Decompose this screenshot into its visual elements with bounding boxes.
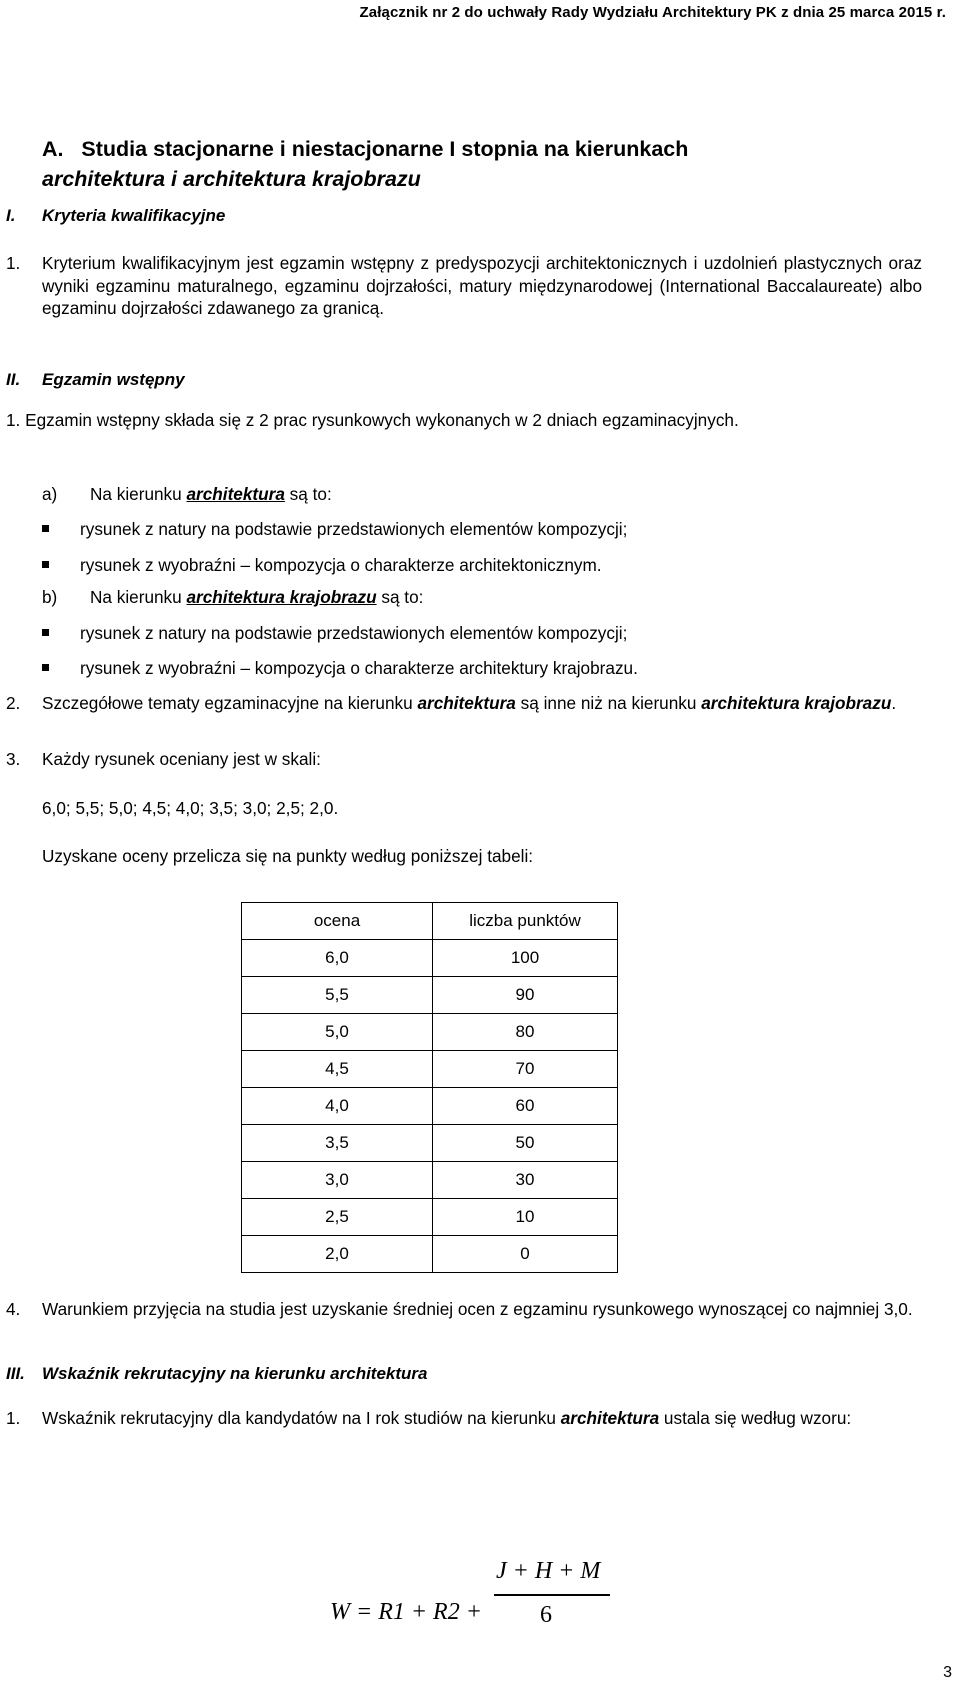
table-row: [242, 940, 618, 977]
grade-cell: 4,5: [242, 1051, 433, 1088]
bullet-text: rysunek z wyobraźni – kompozycja o charakterze architektury krajobrazu.: [80, 658, 638, 678]
square-bullet-icon: [42, 561, 49, 568]
formula-lhs: W = R1 + R2 +: [330, 1599, 482, 1625]
grade-cell: 3,0: [242, 1162, 433, 1199]
heading-text: Wskaźnik rekrutacyjny na kierunku architektura: [42, 1364, 428, 1383]
column-header-grade: ocena: [242, 903, 433, 940]
column-header-points: liczba punktów: [433, 903, 618, 940]
paragraph-criterion: [6, 252, 922, 320]
square-bullet-icon: [42, 525, 49, 532]
table-row: [242, 1236, 618, 1273]
grade-scale: 6,0; 5,5; 5,0; 4,5; 4,0; 3,5; 3,0; 2,5; 2,0.: [42, 798, 339, 818]
list-intro-prefix: Na kierunku: [90, 484, 187, 504]
table-row: [242, 1014, 618, 1051]
heading-text: Egzamin wstępny: [42, 370, 185, 389]
paragraph-number: 1.: [6, 253, 21, 273]
points-cell: 90: [433, 977, 618, 1014]
points-cell: 100: [433, 940, 618, 977]
table-row: [242, 1162, 618, 1199]
grade-cell: 2,0: [242, 1236, 433, 1273]
fraction-bar: [494, 1594, 610, 1596]
square-bullet-icon: [42, 629, 49, 636]
paragraph-text: są inne niż na kierunku: [515, 693, 702, 713]
section-title-line2: architektura i architektura krajobrazu: [42, 167, 421, 191]
list-intro-a: [90, 484, 332, 505]
table-row: [242, 977, 618, 1014]
paragraph-text: .: [891, 693, 897, 713]
paragraph-topics: [6, 692, 922, 715]
field-name-architektura: architektura: [186, 484, 285, 504]
paragraph-text: Warunkiem przyjęcia na studia jest uzyskanie średniej ocen z egzaminu rysunkowego wynoszącej co najmniej 3,0.: [42, 1299, 913, 1319]
list-intro-b: [90, 587, 423, 608]
points-cell: 50: [433, 1125, 618, 1162]
heading-text: Kryteria kwalifikacyjne: [42, 206, 226, 225]
square-bullet-icon: [42, 664, 49, 671]
paragraph-number: 1.: [6, 410, 21, 430]
points-cell: 60: [433, 1088, 618, 1125]
field-name-architektura: architektura: [417, 693, 516, 713]
table-row: [242, 1088, 618, 1125]
table-row: [242, 1199, 618, 1236]
grade-cell: 2,5: [242, 1199, 433, 1236]
section-title-line1: A. Studia stacjonarne i niestacjonarne I stopnia na kierunkach: [42, 137, 689, 161]
grade-cell: 5,0: [242, 1014, 433, 1051]
paragraph-exam-structure: [6, 409, 922, 432]
grade-cell: 4,0: [242, 1088, 433, 1125]
heading-wskaznik: [6, 1364, 428, 1384]
paragraph-text: ustala się według wzoru:: [659, 1408, 852, 1428]
field-name-architektura: architektura: [560, 1408, 660, 1428]
table-header-row: [242, 903, 618, 940]
header-note: Załącznik nr 2 do uchwały Rady Wydziału Architektury PK z dnia 25 marca 2015 r.: [359, 4, 946, 21]
heading-number: III.: [6, 1364, 25, 1383]
recruitment-formula: [330, 1556, 650, 1666]
paragraph-number: 1.: [6, 1408, 21, 1428]
bullet-text: rysunek z natury na podstawie przedstawionych elementów kompozycji;: [80, 519, 628, 539]
field-name-architektura-krajobrazu: architektura krajobrazu: [186, 587, 377, 607]
formula-denominator: 6: [540, 1602, 552, 1628]
points-cell: 70: [433, 1051, 618, 1088]
table-row: [242, 1125, 618, 1162]
points-cell: 10: [433, 1199, 618, 1236]
bullet-text: rysunek z natury na podstawie przedstawionych elementów kompozycji;: [80, 623, 628, 643]
list-intro-suffix: są to:: [376, 587, 424, 607]
paragraph-text: Każdy rysunek oceniany jest w skali:: [42, 749, 321, 769]
paragraph-number: 4.: [6, 1299, 21, 1319]
field-name-architektura-krajobrazu: architektura krajobrazu: [701, 693, 892, 713]
paragraph-number: 3.: [6, 749, 21, 769]
list-label-b: b): [42, 587, 58, 607]
conversion-note: Uzyskane oceny przelicza się na punkty według poniższej tabeli:: [42, 846, 534, 866]
list-label-a: a): [42, 484, 58, 504]
paragraph-text: Wskaźnik rekrutacyjny dla kandydatów na I rok studiów na kierunku: [42, 1408, 561, 1428]
paragraph-grading: [6, 749, 321, 770]
grade-points-table: [241, 902, 618, 1273]
grade-cell: 3,5: [242, 1125, 433, 1162]
table-row: [242, 1051, 618, 1088]
heading-egzamin: [6, 370, 185, 390]
paragraph-text: Szczegółowe tematy egzaminacyjne na kierunku: [42, 693, 418, 713]
points-cell: 80: [433, 1014, 618, 1051]
grade-cell: 5,5: [242, 977, 433, 1014]
paragraph-text: Egzamin wstępny składa się z 2 prac rysunkowych wykonanych w 2 dniach egzaminacyjnych.: [25, 410, 739, 430]
formula-numerator: J + H + M: [496, 1558, 601, 1584]
bullet-text: rysunek z wyobraźni – kompozycja o charakterze architektonicznym.: [80, 555, 602, 575]
list-intro-prefix: Na kierunku: [90, 587, 187, 607]
grade-cell: 6,0: [242, 940, 433, 977]
page-number: 3: [943, 1664, 952, 1681]
points-cell: 0: [433, 1236, 618, 1273]
paragraph-number: 2.: [6, 693, 21, 713]
paragraph-index: [6, 1407, 922, 1430]
points-cell: 30: [433, 1162, 618, 1199]
heading-number: I.: [6, 206, 16, 225]
section-title: [42, 134, 922, 194]
paragraph-admission-condition: [6, 1298, 922, 1321]
paragraph-text: Kryterium kwalifikacyjnym jest egzamin wstępny z predyspozycji architektonicznych i uzdolnień plastycznych oraz wyniki egzaminu maturalnego, egzaminu dojrzałości, matury międzynarodowej (International Baccalaureate) albo egzaminu dojrzałości zdawanego za granicą.: [42, 253, 922, 318]
heading-kryteria: [6, 206, 225, 226]
heading-number: II.: [6, 370, 21, 389]
list-intro-suffix: są to:: [284, 484, 332, 504]
